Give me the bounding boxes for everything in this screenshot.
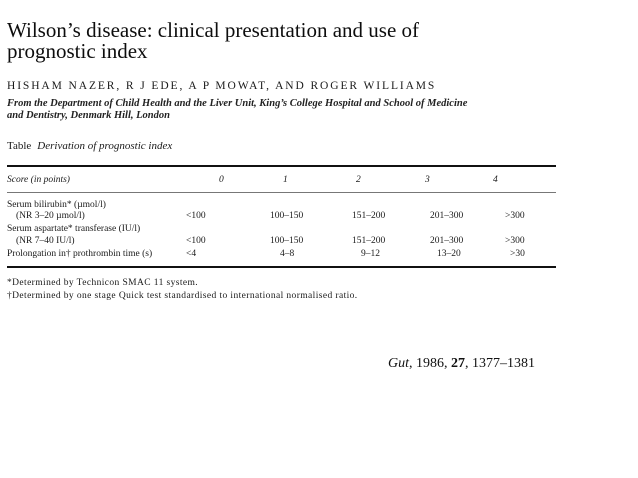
table-cell: >300 bbox=[505, 236, 525, 246]
table-row-label: Serum aspartate* transferase (IU/l) bbox=[7, 224, 141, 234]
table-header-label: Score (in points) bbox=[7, 175, 70, 185]
table-header-rule bbox=[7, 192, 556, 193]
title-line-1: Wilson’s disease: clinical presentation and use of bbox=[7, 18, 420, 42]
table-cell: 13–20 bbox=[437, 249, 461, 259]
table-row-label: Serum bilirubin* (µmol/l) bbox=[7, 200, 106, 210]
table-cell: <100 bbox=[186, 211, 206, 221]
table-cell: 151–200 bbox=[352, 236, 386, 246]
table-row-label: Prolongation in† prothrombin time (s) bbox=[7, 249, 153, 259]
citation-journal: Gut bbox=[388, 356, 409, 371]
citation-pages: , 1377–1381 bbox=[465, 356, 535, 371]
table-top-rule bbox=[7, 165, 556, 167]
table-cell: 100–150 bbox=[270, 236, 304, 246]
table-cell: 201–300 bbox=[430, 211, 464, 221]
table-cell: 9–12 bbox=[361, 249, 380, 259]
table-cell: 151–200 bbox=[352, 211, 386, 221]
table-row-label: (NR 3–20 µmol/l) bbox=[16, 211, 85, 221]
table-caption bbox=[7, 140, 172, 152]
table-cell: 100–150 bbox=[270, 211, 304, 221]
affiliation-line-1: From the Department of Child Health and the Liver Unit, King’s College Hospital and School of Medicine bbox=[7, 98, 468, 109]
affiliation-line-2: and Dentistry, Denmark Hill, London bbox=[7, 110, 170, 121]
table-header-score-2: 2 bbox=[356, 175, 361, 185]
paper-title bbox=[7, 20, 627, 62]
title-line-2: prognostic index bbox=[7, 39, 148, 63]
table-cell: >300 bbox=[505, 211, 525, 221]
table-cell: 201–300 bbox=[430, 236, 464, 246]
table-header-score-4: 4 bbox=[493, 175, 498, 185]
table-bottom-rule bbox=[7, 266, 556, 268]
author-list: HISHAM NAZER, R J EDE, A P MOWAT, AND ROGER WILLIAMS bbox=[7, 80, 437, 92]
table-footnote-1: *Determined by Technicon SMAC 11 system. bbox=[7, 278, 199, 288]
journal-citation bbox=[388, 356, 535, 372]
table-cell: 4–8 bbox=[280, 249, 295, 259]
table-cell: >30 bbox=[510, 249, 525, 259]
table-caption-label: Table bbox=[7, 140, 32, 152]
citation-volume: 27 bbox=[451, 356, 465, 371]
table-header-score-0: 0 bbox=[219, 175, 224, 185]
table-footnote-2: †Determined by one stage Quick test standardised to international normalised ratio. bbox=[7, 291, 358, 301]
table-header-score-3: 3 bbox=[425, 175, 430, 185]
table-cell: <100 bbox=[186, 236, 206, 246]
table-caption-title: Derivation of prognostic index bbox=[37, 140, 173, 152]
citation-year: , 1986, bbox=[409, 356, 451, 371]
table-cell: <4 bbox=[186, 249, 197, 259]
table-row-label: (NR 7–40 IU/l) bbox=[16, 236, 75, 246]
table-header-score-1: 1 bbox=[283, 175, 288, 185]
affiliation bbox=[7, 98, 567, 122]
